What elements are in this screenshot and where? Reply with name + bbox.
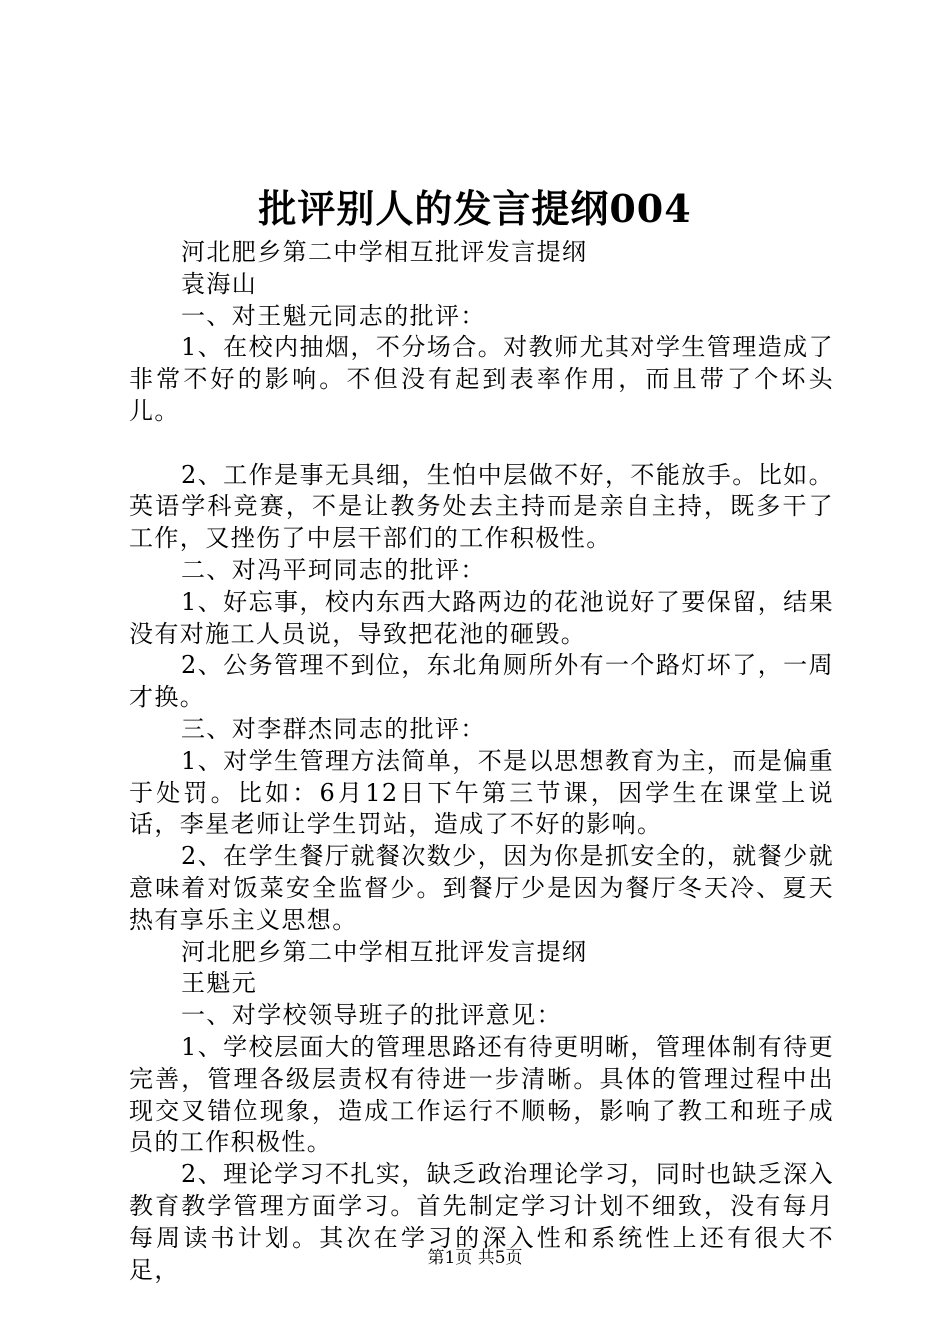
paragraph: 2、工作是事无具细，生怕中层做不好，不能放手。比如。英语学科竞赛，不是让教务处去主持而是亲自主持，既多干了工作，又挫伤了中层干部们的工作积极性。 xyxy=(129,460,834,553)
document-title: 批评别人的发言提纲004 xyxy=(258,186,692,231)
paragraph: 一、对学校领导班子的批评意见： xyxy=(181,1001,562,1030)
paragraph: 1、对学生管理方法简单，不是以思想教育为主，而是偏重于处罚。比如：6月12日下午第三节课，因学生在课堂上说话，李星老师让学生罚站，造成了不好的影响。 xyxy=(129,746,834,839)
document-body xyxy=(129,237,834,1286)
paragraph: 王魁元 xyxy=(181,969,258,998)
paragraph: 河北肥乡第二中学相互批评发言提纲 xyxy=(181,937,588,966)
paragraph: 二、对冯平珂同志的批评： xyxy=(181,555,486,584)
paragraph: 三、对李群杰同志的批评： xyxy=(181,714,486,743)
page-number-footer: 第1页 共5页 xyxy=(427,1248,523,1268)
paragraph: 1、好忘事，校内东西大路两边的花池说好了要保留，结果没有对施工人员说，导致把花池的砸毁。 xyxy=(129,587,834,648)
paragraph: 2、在学生餐厅就餐次数少，因为你是抓安全的，就餐少就意味着对饭菜安全监督少。到餐厅少是因为餐厅冬天冷、夏天热有享乐主义思想。 xyxy=(129,842,834,934)
paragraph: 河北肥乡第二中学相互批评发言提纲 xyxy=(181,238,588,266)
paragraph: 2、理论学习不扎实，缺乏政治理论学习，同时也缺乏深入教育教学管理方面学习。首先制定学习计划不细致，没有每月每周读书计划。其次在学习的深入性和系统性上还有很大不足， xyxy=(129,1160,834,1284)
paragraph: 1、在校内抽烟，不分场合。对教师尤其对学生管理造成了非常不好的影响。不但没有起到表率作用，而且带了个坏头儿。 xyxy=(129,333,834,425)
paragraph: 袁海山 xyxy=(181,269,258,298)
paragraph: 2、公务管理不到位，东北角厕所外有一个路灯坏了，一周才换。 xyxy=(129,651,834,712)
paragraph: 1、学校层面大的管理思路还有待更明晰，管理体制有待更完善，管理各级层责权有待进一步清晰。具体的管理过程中出现交叉错位现象，造成工作运行不顺畅，影响了教工和班子成员的工作积极性。 xyxy=(129,1032,834,1157)
paragraph: 一、对王魁元同志的批评： xyxy=(181,301,486,330)
